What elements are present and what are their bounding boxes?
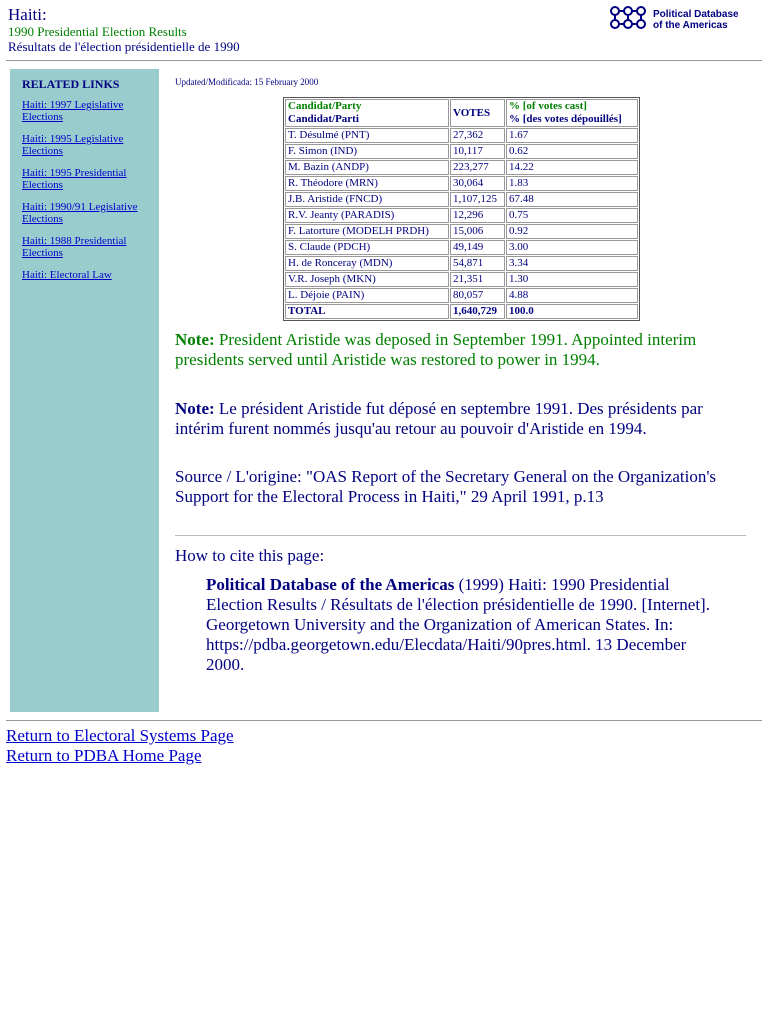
cell-percent: 14.22 [506, 160, 638, 175]
table-row [285, 160, 638, 175]
link-electoral-law[interactable]: Haiti: Electoral Law [22, 269, 112, 281]
cell-candidate: L. Déjoie (PAIN) [285, 288, 449, 303]
cell-percent: 67.48 [506, 192, 638, 207]
cell-votes: 12,296 [450, 208, 505, 223]
col-candidate-header [285, 99, 449, 127]
cell-votes: 49,149 [450, 240, 505, 255]
cell-candidate: T. Désulmé (PNT) [285, 128, 449, 143]
cell-candidate: R. Théodore (MRN) [285, 176, 449, 191]
cell-candidate: F. Latorture (MODELH PRDH) [285, 224, 449, 239]
table-header-row [285, 99, 638, 127]
footer-divider [6, 720, 762, 721]
table-row [285, 176, 638, 191]
cell-percent: 1.67 [506, 128, 638, 143]
table-row [285, 224, 638, 239]
page-subtitle-en: 1990 Presidential Election Results [8, 24, 187, 39]
header-divider [6, 60, 762, 61]
note-english-text: President Aristide was deposed in September 1991. Appointed interim presidents served until Aristide was restored to power in 1994. [175, 330, 697, 369]
cell-candidate: V.R. Joseph (MKN) [285, 272, 449, 287]
table-row [285, 272, 638, 287]
cell-votes: 30,064 [450, 176, 505, 191]
col-candidate-header-fr: Candidat/Parti [288, 113, 359, 125]
logo-line-2: of the Americas [653, 20, 728, 31]
col-percent-header-fr: % [des votes dépouillés] [509, 113, 622, 125]
cell-votes: 27,362 [450, 128, 505, 143]
return-electoral-systems-link[interactable]: Return to Electoral Systems Page [6, 726, 234, 745]
return-home-link[interactable]: Return to PDBA Home Page [6, 746, 202, 765]
cell-candidate: S. Claude (PDCH) [285, 240, 449, 255]
link-1990-91-legislative[interactable]: Haiti: 1990/91 Legislative Elections [22, 201, 138, 225]
pdba-logo-icon [608, 4, 648, 32]
cell-percent: 1.83 [506, 176, 638, 191]
citation-text [206, 575, 726, 675]
cell-candidate: R.V. Jeanty (PARADIS) [285, 208, 449, 223]
note-label: Note: [175, 330, 215, 349]
cell-candidate: J.B. Aristide (FNCD) [285, 192, 449, 207]
table-row [285, 208, 638, 223]
cell-candidate: M. Bazin (ANDP) [285, 160, 449, 175]
cell-total-votes: 1,640,729 [450, 304, 505, 319]
cell-percent: 3.34 [506, 256, 638, 271]
cell-percent: 0.62 [506, 144, 638, 159]
cell-votes: 223,277 [450, 160, 505, 175]
table-row [285, 144, 638, 159]
citation-publisher: Political Database of the Americas [206, 575, 455, 594]
cell-percent: 0.75 [506, 208, 638, 223]
table-row [285, 192, 638, 207]
source-citation: Source / L'origine: "OAS Report of the Secretary General on the Organization's Support for the Electoral Process in Haiti," 29 April 1991, p.13 [175, 467, 717, 506]
col-percent-header-en: % [of votes cast] [509, 100, 587, 112]
cell-candidate: H. de Ronceray (MDN) [285, 256, 449, 271]
cell-percent: 3.00 [506, 240, 638, 255]
table-row [285, 256, 638, 271]
updated-date: Updated/Modificada: 15 February 2000 [175, 77, 319, 87]
col-candidate-header-en: Candidat/Party [288, 100, 362, 112]
pdba-logo[interactable] [608, 4, 760, 34]
cell-percent: 0.92 [506, 224, 638, 239]
table-total-row [285, 304, 638, 319]
cell-votes: 21,351 [450, 272, 505, 287]
related-links-sidebar [10, 69, 159, 712]
citation-body: (1999) Haiti: 1990 Presidential Election Results / Résultats de l'élection présidentielle de 1990. [Internet]. Georgetown University and the Organization of American States. In: https://pdba.georgetown.edu/Elecdata/Haiti/90pres.html. 13 December 2000. [206, 575, 710, 674]
cell-percent: 1.30 [506, 272, 638, 287]
related-links-list [22, 99, 154, 291]
cite-label: How to cite this page: [175, 546, 325, 565]
logo-text [653, 9, 739, 31]
note-french [175, 399, 750, 439]
cell-votes: 15,006 [450, 224, 505, 239]
page-subtitle-fr: Résultats de l'élection présidentielle de 1990 [8, 39, 240, 54]
cell-votes: 54,871 [450, 256, 505, 271]
cell-total-label: TOTAL [285, 304, 449, 319]
cell-candidate: F. Simon (IND) [285, 144, 449, 159]
page-header [8, 6, 240, 54]
col-votes-header: VOTES [450, 99, 505, 127]
cell-votes: 80,057 [450, 288, 505, 303]
cell-votes: 1,107,125 [450, 192, 505, 207]
table-row [285, 128, 638, 143]
link-1995-legislative[interactable]: Haiti: 1995 Legislative Elections [22, 133, 124, 157]
note-french-text: Le président Aristide fut déposé en septembre 1991. Des présidents par intérim furent nommés jusqu'au retour au pouvoir d'Aristide en 1994. [175, 399, 703, 438]
link-1997-legislative[interactable]: Haiti: 1997 Legislative Elections [22, 99, 124, 123]
note-label-fr: Note: [175, 399, 215, 418]
logo-line-1: Political Database [653, 9, 739, 20]
results-table [283, 97, 640, 321]
note-english [175, 330, 750, 370]
col-percent-header [506, 99, 638, 127]
page-title: Haiti: [8, 5, 47, 24]
content-divider [175, 535, 746, 536]
table-row [285, 288, 638, 303]
cell-percent: 4.88 [506, 288, 638, 303]
link-1988-presidential[interactable]: Haiti: 1988 Presidential Elections [22, 235, 127, 259]
link-1995-presidential[interactable]: Haiti: 1995 Presidential Elections [22, 167, 127, 191]
table-row [285, 240, 638, 255]
cell-votes: 10,117 [450, 144, 505, 159]
related-links-heading: RELATED LINKS [22, 77, 120, 91]
cell-total-percent: 100.0 [506, 304, 638, 319]
return-links [6, 726, 234, 766]
